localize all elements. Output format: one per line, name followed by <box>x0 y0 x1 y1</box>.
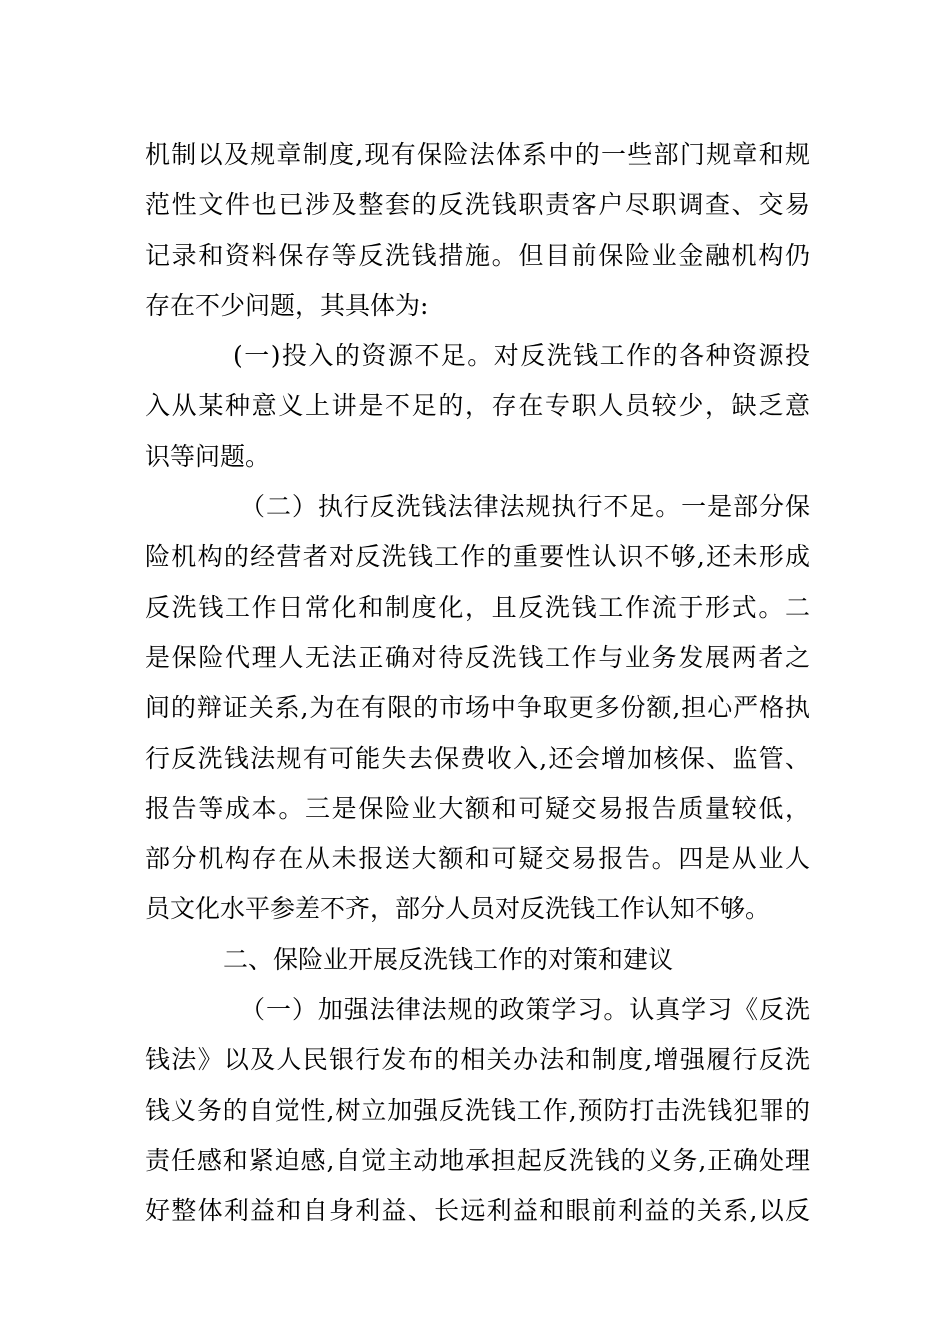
text-line: （二）执行反洗钱法律法规执行不足。一是部分保 <box>240 492 810 522</box>
text-line: （一）加强法律法规的政策学习。认真学习《反洗 <box>240 995 810 1025</box>
text-line: 是保险代理人无法正确对待反洗钱工作与业务发展两者之 <box>145 642 810 672</box>
text-line: (一)投入的资源不足。对反洗钱工作的各种资源投 <box>233 341 810 371</box>
text-line: 钱法》以及人民银行发布的相关办法和制度,增强履行反洗 <box>145 1045 810 1075</box>
text-line: 险机构的经营者对反洗钱工作的重要性认识不够,还未形成 <box>145 542 810 572</box>
text-line: 钱义务的自觉性,树立加强反洗钱工作,预防打击洗钱犯罪的 <box>145 1095 810 1125</box>
text-line: 机制以及规章制度,现有保险法体系中的一些部门规章和规 <box>145 140 810 169</box>
text-line: 行反洗钱法规有可能失去保费收入,还会增加核保、监管、 <box>145 743 810 773</box>
text-line: 存在不少问题，其具体为: <box>145 290 429 320</box>
text-line: 员文化水平参差不齐，部分人员对反洗钱工作认知不够。 <box>145 894 771 924</box>
text-line: 入从某种意义上讲是不足的，存在专职人员较少，缺乏意 <box>145 391 810 421</box>
document-body <box>145 130 810 1237</box>
text-line: 报告等成本。三是保险业大额和可疑交易报告质量较低， <box>145 793 810 823</box>
text-line: 记录和资料保存等反洗钱措施。但目前保险业金融机构仍 <box>145 240 810 270</box>
text-line: 识等问题。 <box>145 441 271 471</box>
section-heading: 二、保险业开展反洗钱工作的对策和建议 <box>223 944 674 974</box>
text-line: 部分机构存在从未报送大额和可疑交易报告。四是从业人 <box>145 844 810 874</box>
text-line: 好整体利益和自身利益、长远利益和眼前利益的关系,以反 <box>145 1196 810 1226</box>
text-line: 反洗钱工作日常化和制度化，且反洗钱工作流于形式。二 <box>145 592 810 622</box>
text-line: 责任感和紧迫感,自觉主动地承担起反洗钱的义务,正确处理 <box>145 1145 810 1175</box>
text-line: 间的辩证关系,为在有限的市场中争取更多份额,担心严格执 <box>145 693 810 723</box>
text-line: 范性文件也已涉及整套的反洗钱职责客户尽职调查、交易 <box>145 190 810 220</box>
